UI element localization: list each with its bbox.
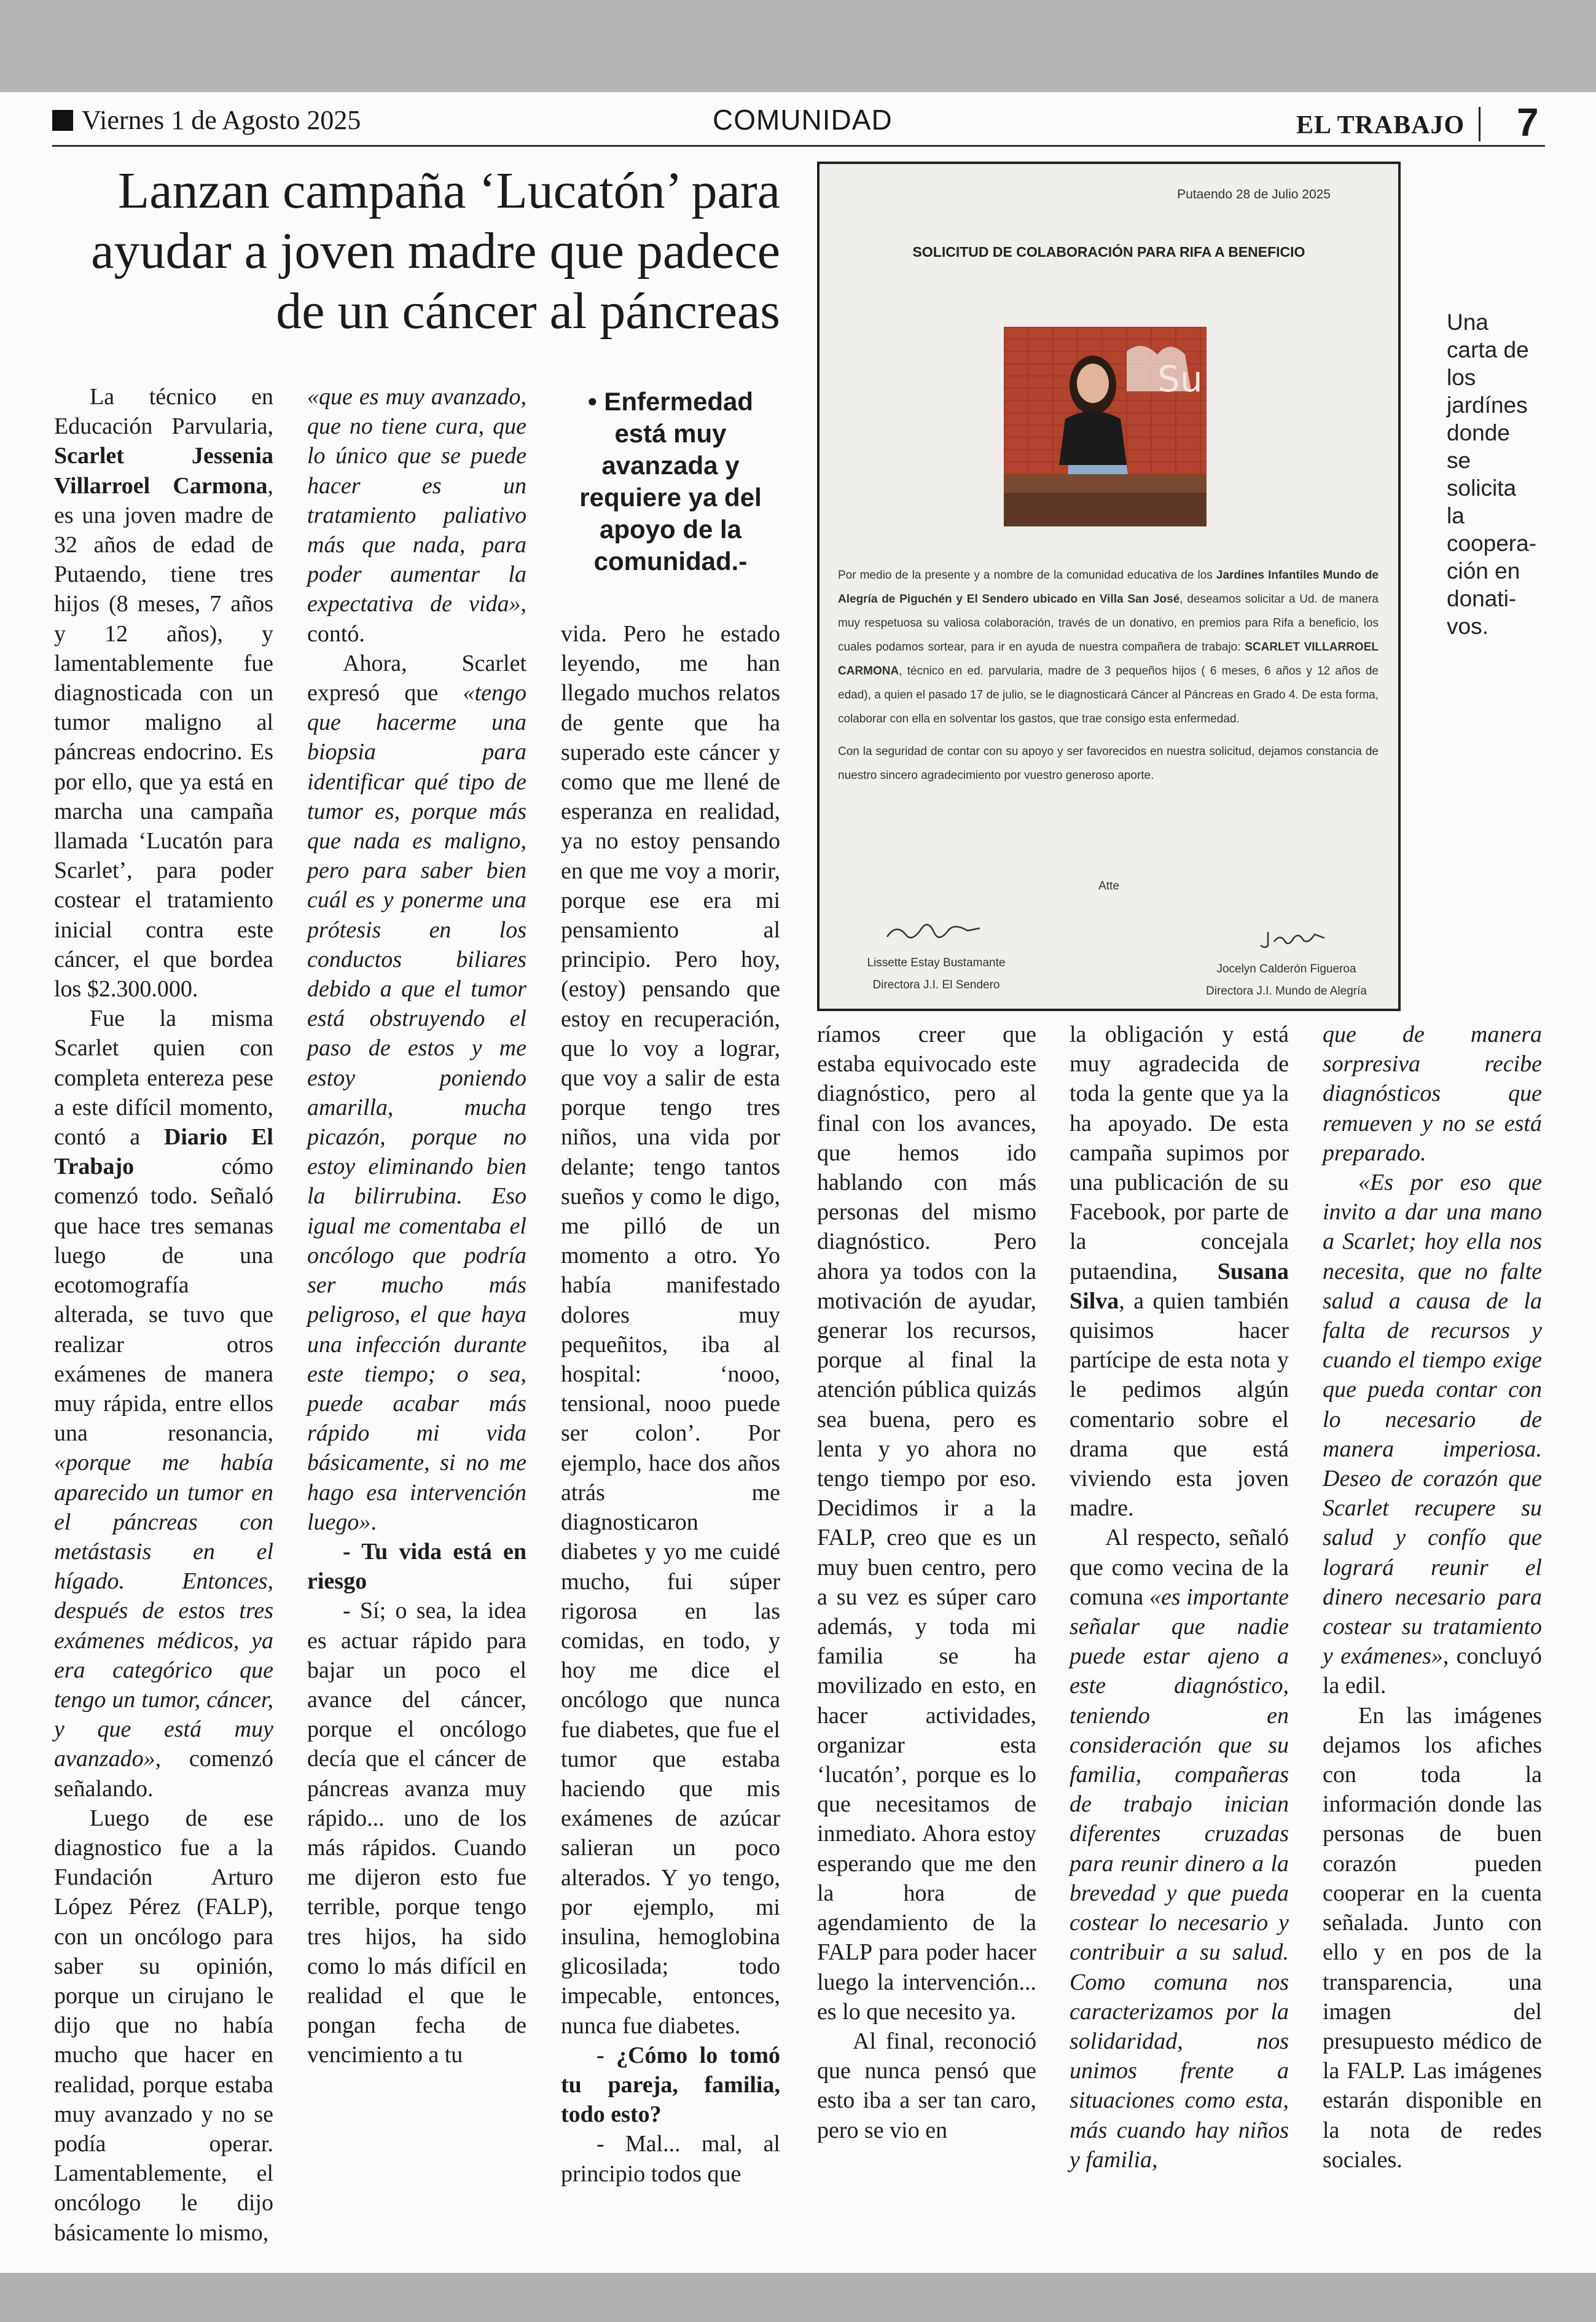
paragraph: En las imágenes dejamos los afiches con toda la información donde las personas de buen corazón pueden cooperar en la cuenta señalada. Junto con ello y en pos de la transparencia, una imagen del presupuesto médico de la FALP. Las imágenes estarán disponible en la nota de redes sociales. [1323,1702,1542,2173]
article-column-5 [1070,1020,1289,2218]
signer-1-name: Lissette Estay Bustamante [867,956,1006,969]
letter-title: SOLICITUD DE COLABORACIÓN PARA RIFA A BENEFICIO [912,244,1305,260]
handwritten-signature-1 [875,920,998,944]
headline-line-1: Lanzan campaña ‘Lucatón’ para [117,162,780,219]
letter-image [817,162,1401,1011]
person-name: Scarlet Jessenia Villarroel Carmona [54,443,273,499]
pull-quote: • Enfermedad está muy avanzada y requiere ya del apoyo de la comunidad.- [579,387,762,576]
quote: «Es por eso que invito a dar una mano a Scarlet; hoy ella nos necesita, que no falte salud a causa de la falta de recursos y cuando el tiempo exige que pueda contar con lo necesario de manera imperiosa. Deseo de corazón que Scarlet recupere su salud y confío que logrará reunir el dinero necesario para costear su tratamiento y exámenes» [1323,1170,1542,1670]
header-section: COMUNIDAD [713,104,893,136]
quote: «es importante señalar que nadie puede estar ajeno a este diagnóstico, teniendo en consideración que su familia, compañeras de trabajo inician diferentes cruzadas para reunir dinero a la brevedad y que pueda costear lo necesario y contribuir a su salud. Como comuna nos caracterizamos por la solidaridad, nos unimos frente a situaciones como esta, más cuando hay niños y familia, [1070,1584,1289,2173]
signature-block-2 [1188,926,1385,1003]
header-paper-name: EL TRABAJO [1296,111,1465,139]
article-column-1 [54,382,273,2246]
newspaper-name: Diario El Trabajo [54,1124,273,1180]
quote: que de manera sorpresiva recibe diagnósticos que remueven y no se está preparado. [1323,1022,1542,1166]
paragraph: - Sí; o sea, la idea es actuar rápido para bajar un poco el avance del cáncer, porque el oncólogo decía que el cáncer de páncreas avanza muy rápido... uno de los más rápidos. Cuando me dijeron esto fue terrible, porque tengo tres hijos, ha sido como lo más difícil en realidad el que le pongan fecha de vencimiento a tu [307,1598,526,2068]
scan-bottom-margin [0,2273,1596,2322]
paragraph [1323,1020,1542,1168]
article-column-4 [817,1020,1036,2218]
article-column-6 [1323,1020,1542,2218]
paragraph: la obligación y está muy agradecida de toda la gente que ya la ha apoyado. De esta campaña supimos por una publicación de su Facebook, por parte de la concejala putaendina, Susana Silva, a quien también quisimos hacer partícipe de esta nota y le pedimos algún comentario sobre el drama que está viviendo esta joven madre. [1070,1022,1289,1522]
headline-line-2: ayudar a joven madre que padece [91,222,780,280]
person-name: Susana Silva [1070,1258,1289,1314]
paragraph: - Mal... mal, al principio todos que [561,2131,780,2187]
paragraph: La técnico en Educación Parvularia, Scarlet Jessenia Villarroel Carmona, es una joven madre de 32 años de edad de Putaendo, tiene tres hijos (8 meses, 7 años y 12 años), y lamentablemente fue diagnosticada con un tumor maligno al páncreas endocrino. Es por ello, que ya está en marcha una campaña llamada ‘Lucatón para Scarlet’, para poder costear el tratamiento inicial contra este cáncer, el que bordea los $2.300.000. [54,384,273,1003]
paragraph: «que es muy avanzado, que no tiene cura, que lo único que se puede hacer es un tratamiento paliativo más que nada, para poder aumentar la expectativa de vida», contó. [307,384,526,647]
paragraph: Ahora, Scarlet expresó que «tengo que hacerme una biopsia para identificar qué tipo de tumor es, porque más que nada es maligno, pero para saber bien cuál es y ponerme una prótesis en los conductos biliares debido a que el tumor está obstruyendo el paso de estos y me estoy poniendo amarilla, mucha picazón, porque no estoy eliminando bien la bilirrubina. Eso igual me comentaba el oncólogo que podría ser mucho más peligroso, el que haya una infección durante este tiempo; o sea, puede acabar más rápido mi vida básicamente, si no me hago esa intervención luego». [307,650,526,1535]
letter-photo [1004,327,1207,526]
scan-top-margin [0,0,1596,92]
subheading: - ¿Cómo lo tomó tu pareja, familia, todo esto? [561,2042,780,2128]
paragraph: «Es por eso que invito a dar una mano a Scarlet; hoy ella nos necesita, que no falte salud a causa de la falta de recursos y cuando el tiempo exige que pueda contar con lo necesario de manera imperiosa. Deseo de corazón que Scarlet recupere su salud y confío que logrará reunir el dinero necesario para costear su tratamiento y exámenes», concluyó la edil. [1323,1170,1543,1699]
article-column-2 [307,382,526,2225]
page-header [52,100,1545,146]
signer-1-role: Directora J.I. El Sendero [872,979,1000,991]
header-date-block [52,104,361,136]
svg-text:Su: Su [1157,358,1203,400]
signature-block-1 [844,920,1028,996]
page-number: 7 [1517,100,1539,144]
letter-body [838,563,1379,796]
woman-photo-illustration [1004,327,1207,526]
letter-date: Putaendo 28 de Julio 2025 [1177,187,1331,201]
header-rule [52,145,1545,147]
headline-line-3: de un cáncer al páncreas [276,283,780,340]
quote: «que es muy avanzado, que no tiene cura, que lo único que se puede hacer es un tratamiento paliativo más que nada, para poder aumentar la expectativa de vida» [307,384,526,617]
header-date: Viernes 1 de Agosto 2025 [82,105,361,135]
letter-closing: Atte [1098,880,1119,893]
paragraph: Fue la misma Scarlet quien con completa entereza pese a este difícil momento, contó a Diario El Trabajo cómo comenzó todo. Señaló que hace tres semanas luego de una ecotomografía alterada, se tuvo que realizar otros exámenes de manera muy rápida, entre ellos una resonancia, «porque me había aparecido un tumor en el páncreas con metástasis en el hígado. Entonces, después de estos tres exámenes médicos, ya era categórico que tengo un tumor, cáncer, y que está muy avanzado», comenzó señalando. [54,1006,273,1802]
article-column-3 [561,619,780,2216]
handwritten-signature-2 [1225,926,1348,950]
paragraph: ríamos creer que estaba equivocado este diagnóstico, pero al final con los avances, que hemos ido hablando con más personas del mismo diagnóstico. Pero ahora ya todos con la motivación de ayudar, generar los recursos, porque al final la atención pública quizás sea buena, pero es lenta y yo ahora no tengo tiempo por eso. Decidimos ir a la FALP, creo que es un muy buen centro, pero a su vez es súper caro además, y toda mi familia se ha movilizado en esto, en hacer actividades, organizar esta ‘lucatón’, porque es lo que necesitamos de inmediato. Ahora estoy esperando que me den la hora de agendamiento de la FALP para poder hacer luego la intervención... es lo que necesito ya. [817,1022,1036,2025]
image-caption: Una carta de los jardínes donde se solicita la coopera-ción en donati-vos. [1447,310,1537,639]
square-bullet-icon [52,110,73,131]
quote: «porque me había aparecido un tumor en el páncreas con metástasis en el hígado. Entonces, después de estos tres exámenes médicos, ya era categórico que tengo un tumor, cáncer, y que está muy avanzado» [54,1450,273,1772]
subheading: - Tu vida está en riesgo [307,1538,526,1595]
header-divider [1479,107,1481,141]
signer-2-role: Directora J.I. Mundo de Alegría [1206,985,1367,998]
article-headline [49,161,780,342]
paragraph: Al respecto, señaló que como vecina de la comuna «es importante señalar que nadie puede estar ajeno a este diagnóstico, teniendo en consideración que su familia, compañeras de trabajo inician diferentes cruzadas para reunir dinero a la brevedad y que pueda costear lo necesario y contribuir a su salud. Como comuna nos caracterizamos por la solidaridad, nos unimos frente a situaciones como esta, más cuando hay niños y familia, [1070,1525,1289,2173]
letter-paragraph: Con la seguridad de contar con su apoyo y ser favorecidos en nuestra solicitud, dejamos constancia de nuestro sincero agradecimiento por vuestro generoso aporte. [838,745,1379,782]
letter-paragraph: Por medio de la presente y a nombre de la comunidad educativa de los Jardines Infantiles Mundo de Alegría de Piguchén y El Sendero ubicado en Villa San José, deseamos solicitar a Ud. de manera muy respetuosa su valiosa colaboración, través de un donativo, en premios para Rifa a beneficio, los cuales podamos sortear, para ir en ayuda de nuestra compañera de trabajo: SCARLET VILLARROEL CARMONA, técnico en ed. parvularia, madre de 3 pequeños hijos ( 6 meses, 6 años y 12 años de edad), a quien el pasado 17 de julio, se le diagnosticará Cáncer al Páncreas en Grado 4. De esta forma, colaborar con ella en solventar los gastos, que trae consigo esta enfermedad. [838,569,1379,725]
quote: «tengo que hacerme una biopsia para identificar qué tipo de tumor es, porque más que nada es maligno, pero para saber bien cuál es y ponerme una prótesis en los conductos biliares debido a que el tumor está obstruyendo el paso de estos y me estoy poniendo amarilla, mucha picazón, porque no estoy eliminando bien la bilirrubina. Eso igual me comentaba el oncólogo que podría ser mucho más peligroso, el que haya una infección durante este tiempo; o sea, puede acabar más rápido mi vida básicamente, si no me hago esa intervención luego» [307,680,526,1535]
paragraph: Al final, reconoció que nunca pensó que esto iba a ser tan caro, pero se vio en [817,2028,1036,2143]
signer-2-name: Jocelyn Calderón Figueroa [1216,963,1356,975]
paragraph: vida. Pero he estado leyendo, me han llegado muchos relatos de gente que ha superado este cáncer y como que me llené de esperanza en realidad, ya no estoy pensando en que me voy a morir, porque ese era mi pensamiento al principio. Pero hoy, (estoy) pensando que estoy en recuperación, que lo voy a lograr, que voy a salir de esta porque tengo tres niños, una vida por delante; tengo tantos sueños y como le digo, me pilló de un momento a otro. Yo había manifestado dolores muy pequeñitos, iba al hospital: ‘nooo, tensional, nooo puede ser colon’. Por ejemplo, hace dos años atrás me diagnosticaron diabetes y yo me cuidé mucho, fui súper rigorosa en las comidas, en todo, y hoy me dice el oncólogo que nunca fue diabetes, que fue el tumor que estaba haciendo que mis exámenes de azúcar salieran un poco alterados. Y yo tengo, por ejemplo, mi insulina, hemoglobina glicosilada; todo impecable, entonces, nunca fue diabetes. [561,621,780,2039]
paragraph: Luego de ese diagnostico fue a la Fundación Arturo López Pérez (FALP), con un oncólogo para saber su opinión, porque un cirujano le dijo que no había mucho que hacer en realidad, porque estaba muy avanzado y no se podía operar. Lamentablemente, el oncólogo le dijo básicamente lo mismo, [54,1805,273,2246]
